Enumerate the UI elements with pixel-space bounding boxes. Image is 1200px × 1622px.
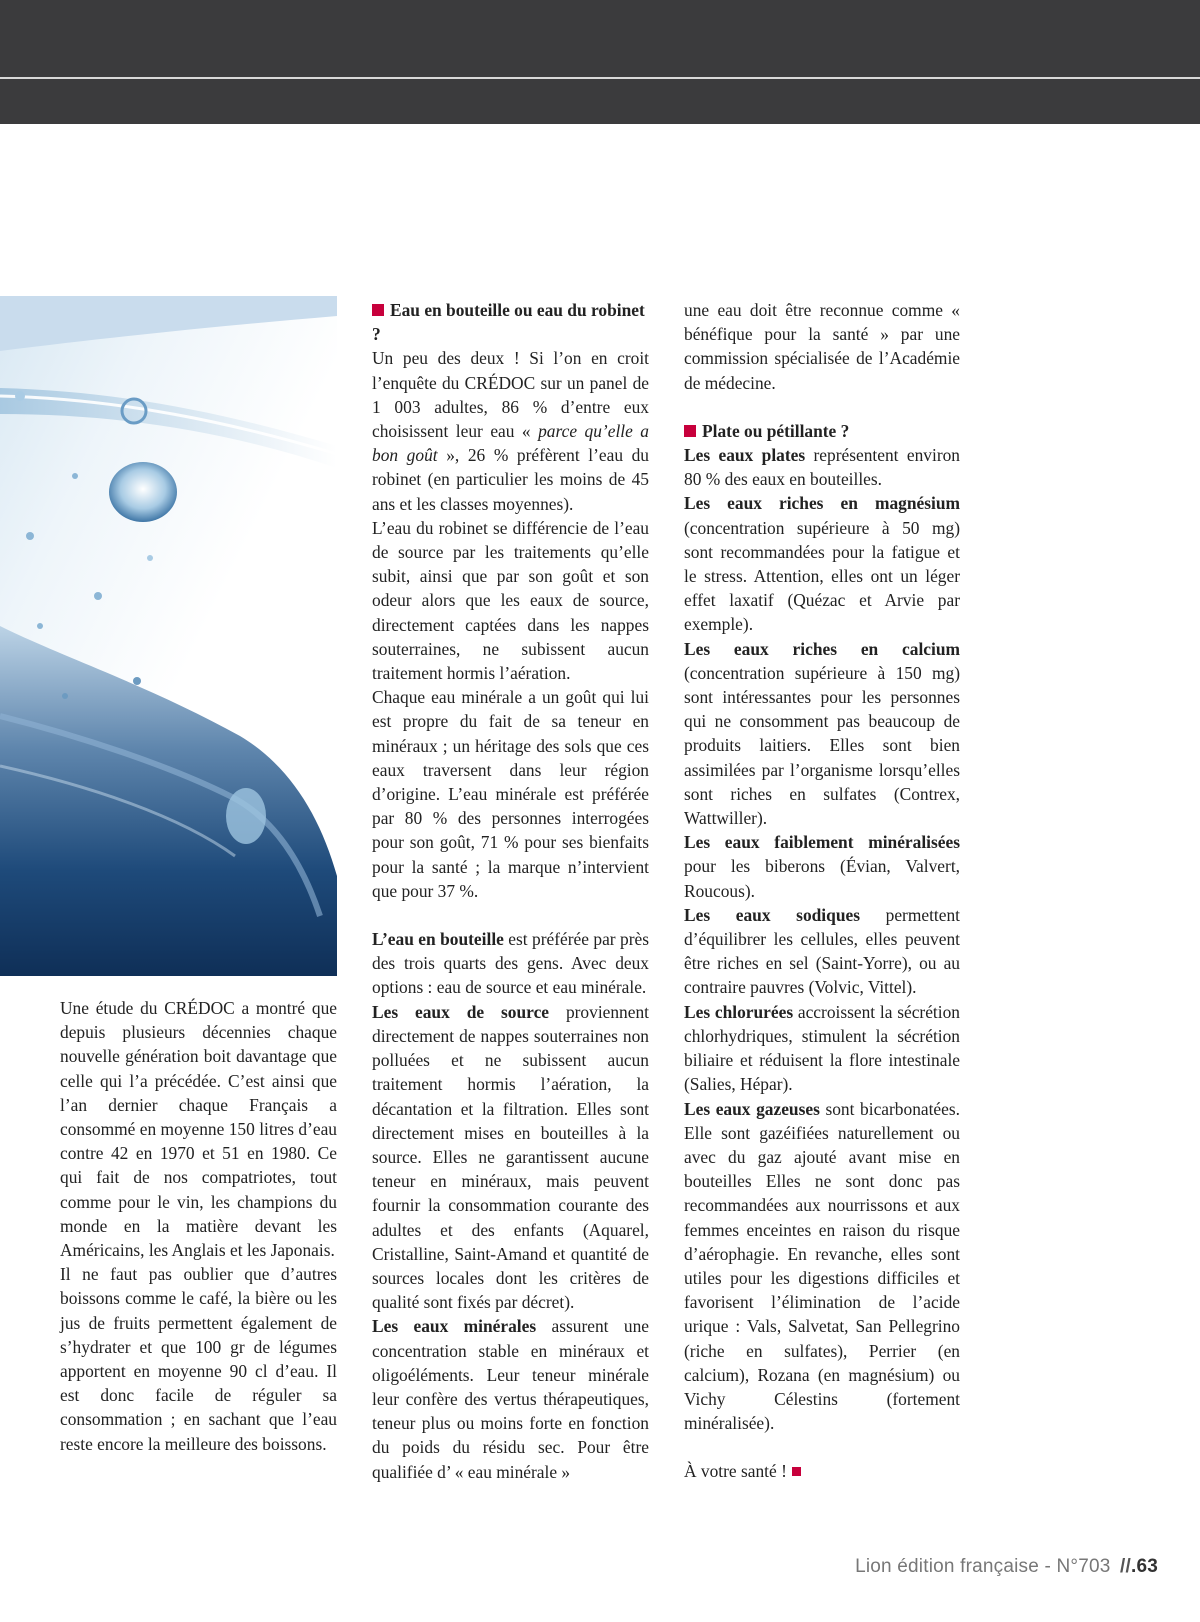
square-bullet-icon [372, 304, 384, 316]
intro-paragraph: Une étude du CRÉDOC a montré que depuis plusieurs décennies chaque nouvelle génération boit davantage que celle qui l’a précédée. C’est ainsi que l’an dernier chaque Français a consommé en moyenne 150 litres d’eau contre 42 en 1970 et 51 en 1980. Ce qui fait de nos compatriotes, tout comme pour le vin, les champions du monde en la matière devant les Américains, les Anglais et les Japonais. [60, 998, 337, 1261]
water-drop-photo [0, 296, 337, 976]
text-run: pour les biberons (Évian, Valvert, Roucous). [684, 856, 960, 901]
text-run: représentent environ 80 % des eaux en bouteilles. [684, 445, 960, 490]
paragraph [684, 830, 960, 903]
paragraph [372, 1000, 649, 1315]
paragraph: L’eau du robinet se différencie de l’eau de source par les traitements qu’elle subit, ainsi que par son goût et son odeur alors que les eaux de source, directement captées dans les nappes souterraines, ne subissent aucun traitement hormis l’aération. [372, 517, 649, 684]
closing-line [684, 1459, 960, 1483]
section-heading-text: Eau en bouteille ou eau du robinet ? [372, 300, 645, 345]
text-run: permettent d’équilibrer les cellules, elles peuvent être riches en sel (Saint-Yorre), ou au contraire pauvres (Volvic, Vittel). [684, 904, 960, 998]
text-run: proviennent directement de nappes souterraines non polluées et ne subissent aucun traitement hormis l’aération, la décantation et la filtration. Elles sont directement mises en bouteilles à la source. Elles ne garantissent aucune teneur en minéraux, mais peuvent fournir la consommation courante des adultes et des enfants (Aquarel, Cristalline, Saint-Amand et quantité de sources locales dont les critères de qualité sont fixés par décret). [372, 1001, 650, 1313]
paragraph [372, 346, 649, 515]
paragraph [372, 927, 649, 1000]
paragraph-gap [684, 395, 960, 419]
paragraph [684, 637, 960, 831]
bold-lead: Les eaux faiblement minéralisées [684, 832, 960, 853]
text-run: assurent une concentration stable en minéraux et oligoéléments. Leur teneur minérale leur confère des vertus thérapeutiques, teneur plus ou moins forte en fonction du poids du résidu sec. Pour être qualifiée d’ « eau minérale » [372, 1316, 649, 1482]
italic-quote: parce qu’elle a bon goût [372, 421, 649, 466]
bold-lead: Les eaux sodiques [684, 904, 860, 925]
text-run: accroissent la sécrétion chlorhydriques, stimulent la sécrétion biliaire et réduisent la flore intestinale (Salies, Hépar). [684, 1001, 960, 1095]
top-banner [0, 0, 1200, 124]
text-run: Un peu des deux ! Si l’on en croit l’enquête du CRÉDOC sur un panel de 1 003 adultes, 86 % d’entre eux choisissent leur eau « [372, 348, 649, 442]
paragraph [684, 1000, 960, 1097]
bold-lead: Les chlorurées [684, 1001, 794, 1022]
column-right [684, 298, 960, 1484]
paragraph: une eau doit être reconnue comme « bénéfique pour la santé » par une commission spécialisée de l’Académie de médecine. [684, 300, 960, 393]
bold-lead: Les eaux gazeuses [684, 1098, 820, 1119]
page-number: .63 [1130, 1556, 1158, 1577]
column-middle [372, 298, 649, 1484]
text-run: (concentration supérieure à 150 mg) sont intéressantes pour les personnes qui ne consomment pas beaucoup de produits laitiers. Elles sont bien assimilées par l’organisme lorsqu’elles sont riches en sulfates (Contrex, Wattwiller). [684, 662, 960, 829]
paragraph-gap [684, 1435, 960, 1459]
paragraph [372, 1314, 649, 1483]
page-footer [855, 1556, 1158, 1578]
section-heading [372, 298, 649, 346]
bold-lead: Les eaux plates [684, 445, 806, 466]
closing-text: À votre santé ! [684, 1461, 787, 1482]
paragraph: Il ne faut pas oublier que d’autres boissons comme le café, la bière ou les jus de fruits permettent également de s’hydrater et que 100 gr de légumes apportent en moyenne 90 cl d’eau. Il est donc facile de réguler sa consommation ; en sachant que l’eau reste encore la meilleure des boissons. [60, 1264, 337, 1454]
footer-separator: // [1120, 1556, 1131, 1577]
column-left [60, 996, 337, 1456]
bold-lead: Les eaux minérales [372, 1316, 537, 1337]
text-run: est préférée par près des trois quarts des gens. Avec deux options : eau de source et eau minérale. [372, 929, 649, 998]
bold-lead: Les eaux de source [372, 1001, 550, 1022]
text-run: », 26 % préfèrent l’eau du robinet (en particulier les moins de 45 ans et les classes moyennes). [372, 445, 650, 514]
paragraph [684, 491, 960, 636]
paragraph: Chaque eau minérale a un goût qui lui est propre du fait de sa teneur en minéraux ; un héritage des sols que ces eaux traversent dans leur région d’origine. L’eau minérale est préférée par 80 % des personnes interrogées pour son goût, 71 % pour ses bienfaits pour la santé ; la marque n’intervient que pour 37 %. [372, 687, 649, 901]
paragraph [684, 903, 960, 1000]
bold-lead: Les eaux riches en calcium [684, 638, 960, 659]
section-heading [684, 419, 960, 443]
paragraph-gap [372, 903, 649, 927]
text-run: sont bicarbonatées. Elle sont gazéifiées naturellement ou avec du gaz ajouté avant mise en bouteilles Elles ne sont donc pas recommandées aux nourrissons et aux femmes enceintes en raison du risque d’aérophagie. En revanche, elles sont utiles pour les digestions difficiles et favorisent l’élimination de l’acide urique : Vals, Salvetat, San Pellegrino (riche en sulfates), Perrier (en calcium), Rozana (en magnésium) ou Vichy Célestins (fortement minéralisée). [684, 1098, 960, 1434]
banner-rule [0, 77, 1200, 79]
text-run: (concentration supérieure à 50 mg) sont recommandées pour la fatigue et le stress. Attention, elles ont un léger effet laxatif (Quézac et Arvie par exemple). [684, 517, 960, 635]
bold-lead: Les eaux riches en magnésium [684, 493, 960, 514]
end-square-icon [792, 1467, 801, 1476]
paragraph [684, 1097, 960, 1436]
publication-name: Lion édition française - N°703 [855, 1556, 1111, 1577]
section-heading-text: Plate ou pétillante ? [702, 420, 850, 441]
paragraph [684, 443, 960, 491]
bold-lead: L’eau en bouteille [372, 929, 504, 950]
square-bullet-icon [684, 425, 696, 437]
